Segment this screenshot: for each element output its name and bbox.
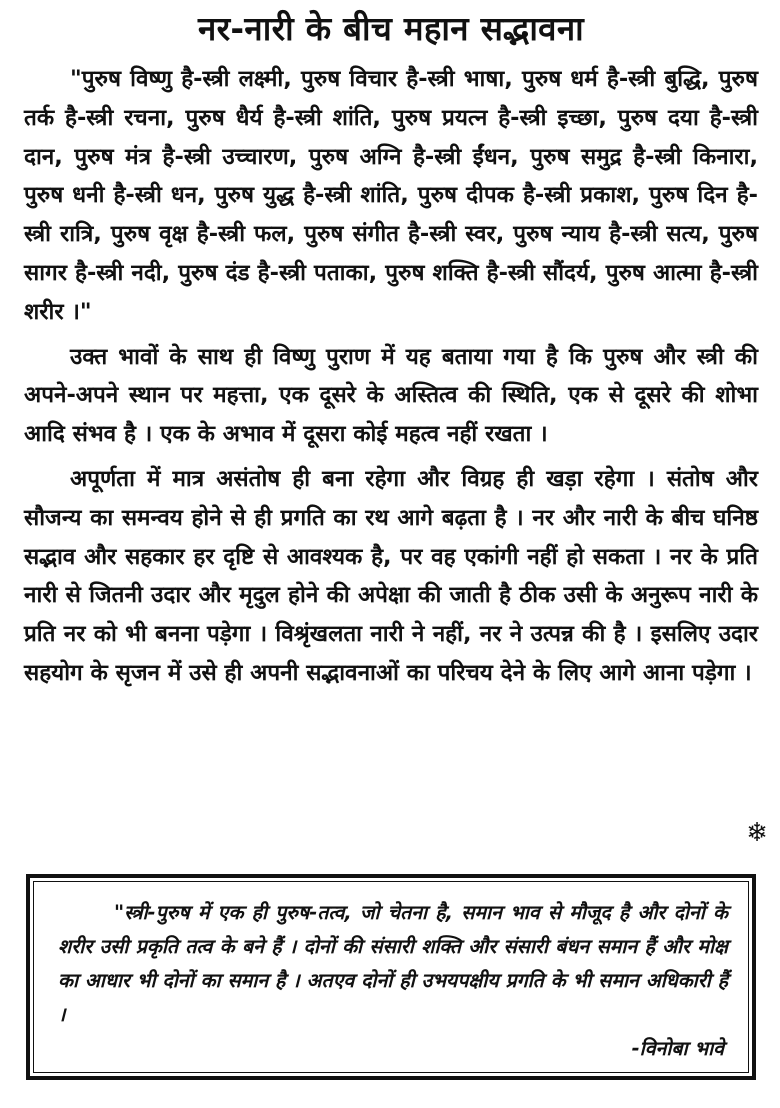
paragraph-vishnu-purana: उक्त भावों के साथ ही विष्णु पुराण में यह बताया गया है कि पुरुष और स्त्री की अपने-अपने स्थान पर महत्ता, एक दूसरे के अस्तित्व की स्थिति, एक से दूसरे की शोभा आदि संभव है । एक के अभाव में दूसरा कोई महत्व नहीं रखता । [24, 343, 758, 448]
paragraph-quote-vishnu: "पुरुष विष्णु है-स्त्री लक्ष्मी, पुरुष विचार है-स्त्री भाषा, पुरुष धर्म है-स्त्री बुद्धि, पुरुष तर्क है-स्त्री रचना, पुरुष धैर्य है-स्त्री शांति, पुरुष प्रयत्न है-स्त्री इच्छा, पुरुष दया है-स्त्री दान, पुरुष मंत्र है-स्त्री उच्चारण, पुरुष अग्नि है-स्त्री ईंधन, पुरुष समुद्र है-स्त्री किनारा, पुरुष धनी है-स्त्री धन, पुरुष युद्ध है-स्त्री शांति, पुरुष दीपक है-स्त्री प्रकाश, पुरुष दिन है-स्त्री रात्रि, पुरुष वृक्ष है-स्त्री फल, पुरुष संगीत है-स्त्री स्वर, पुरुष न्याय है-स्त्री सत्य, पुरुष सागर है-स्त्री नदी, पुरुष दंड है-स्त्री पताका, पुरुष शक्ति है-स्त्री सौंदर्य, पुरुष आत्मा है-स्त्री शरीर ।" [24, 66, 758, 325]
quote-box-inner [33, 881, 749, 1073]
quote-box [26, 874, 756, 1080]
paragraph-apurnata: अपूर्णता में मात्र असंतोष ही बना रहेगा और विग्रह ही खड़ा रहेगा । संतोष और सौजन्य का समन्वय होने से ही प्रगति का रथ आगे बढ़ता है । नर और नारी के बीच घनिष्ठ सद्भाव और सहकार हर दृष्टि से आवश्यक है, पर वह एकांगी नहीं हो सकता । नर के प्रति नारी से जितनी उदार और मृदुल होने की अपेक्षा की जाती है ठीक उसी के अनुरूप नारी के प्रति नर को भी बनना पड़ेगा । विश्रृंखलता नारी ने नहीं, नर ने उत्पन्न की है । इसलिए उदार सहयोग के सृजन में उसे ही अपनी सद्भावनाओं का परिचय देने के लिए आगे आना पड़ेगा । [24, 465, 758, 686]
quote-author: -विनोबा भावे [631, 1037, 724, 1060]
separator-snowflake-icon: ❄ [746, 818, 768, 848]
page-title: नर-नारी के बीच महान सद्भावना [198, 9, 584, 48]
quote-text: "स्त्री-पुरुष में एक ही पुरुष-तत्व, जो चेतना है, समान भाव से मौजूद है और दोनों के शरीर उसी प्रकृति तत्व के बने हैं । दोनों की संसारी शक्ति और संसारी बंधन समान हैं और मोक्ष का आधार भी दोनों का समान है । अतएव दोनों ही उभयपक्षीय प्रगति के भी समान अधिकारी हैं । [58, 901, 728, 1026]
